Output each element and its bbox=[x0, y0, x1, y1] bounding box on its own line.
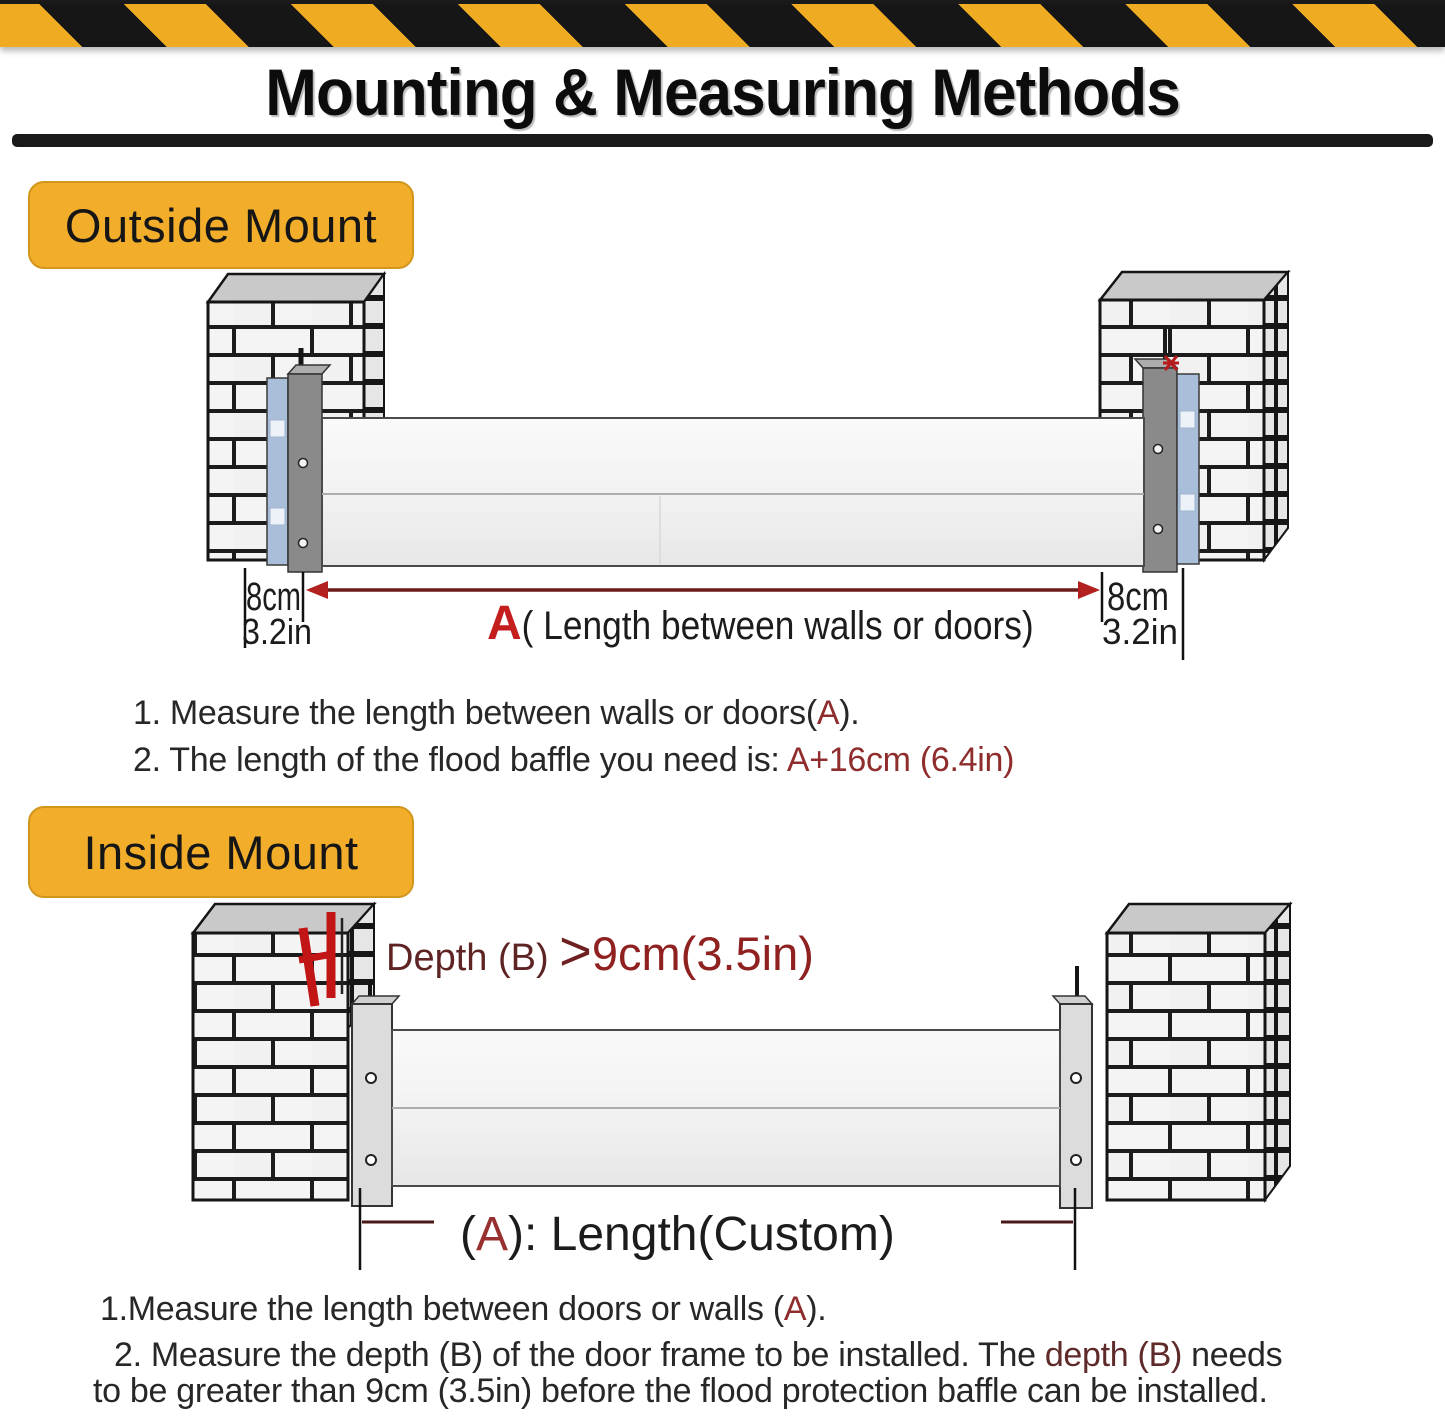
mounting-tab bbox=[1180, 494, 1195, 511]
inside-step-2-continued bbox=[93, 1372, 1268, 1411]
inside-step-2-text: 2. Measure the depth (B) of the door frame to be installed. The bbox=[114, 1336, 1045, 1374]
inside-step-2-line2: to be greater than 9cm (3.5in) before the flood protection baffle can be installed. bbox=[93, 1372, 1268, 1410]
panel-body bbox=[322, 418, 1144, 566]
bracket-channel bbox=[1143, 368, 1177, 572]
screw-hole bbox=[1071, 1073, 1081, 1083]
hazard-stripes bbox=[0, 4, 1445, 47]
inside-step-2-accent: depth (B) bbox=[1044, 1336, 1182, 1374]
outside-step-2-text: 2. The length of the flood baffle you need is: bbox=[133, 741, 787, 779]
inside-dimensions bbox=[360, 1188, 1075, 1270]
span-length-label bbox=[487, 597, 1034, 650]
outside-mount-diagram bbox=[0, 270, 1445, 690]
screw-hole bbox=[366, 1073, 376, 1083]
arrowhead-left bbox=[306, 581, 328, 599]
outside-step-1-end: ). bbox=[839, 694, 860, 732]
mounting-tab bbox=[270, 508, 285, 525]
outside-mount-badge bbox=[28, 181, 414, 269]
inside-step-1-text: 1.Measure the length between doors or walls ( bbox=[100, 1290, 784, 1328]
pillar-top-face bbox=[1100, 272, 1288, 300]
header-underline-bar bbox=[12, 134, 1433, 147]
screw-hole bbox=[1154, 445, 1163, 454]
outside-mount-badge-label: Outside Mount bbox=[64, 198, 378, 252]
outside-step-2-accent: A+16cm (6.4in) bbox=[786, 741, 1015, 779]
depth-label-value: 9cm(3.5in) bbox=[591, 927, 814, 980]
pillar-top-face bbox=[193, 904, 374, 933]
channel-top-bevel bbox=[1053, 996, 1092, 1004]
pillar-front-face bbox=[1107, 933, 1265, 1200]
inside-step-2 bbox=[114, 1336, 1282, 1375]
pillar-front-face bbox=[193, 933, 348, 1200]
brick-pillar-right bbox=[1107, 904, 1290, 1200]
channel-body bbox=[1060, 1004, 1092, 1208]
mounting-tab bbox=[1180, 411, 1195, 428]
outside-step-1-accent: A bbox=[816, 694, 840, 732]
seal-strip bbox=[267, 378, 288, 565]
inside-step-1-end: ). bbox=[806, 1290, 827, 1328]
span-length-text: ( Length between walls or doors) bbox=[521, 604, 1034, 648]
length-label-accent: A bbox=[475, 1208, 508, 1261]
inside-mount-badge bbox=[28, 806, 414, 898]
depth-label-text: Depth (B) bbox=[386, 937, 560, 979]
brick-pillar-left bbox=[193, 904, 374, 1200]
flood-barrier-panel bbox=[392, 1030, 1060, 1186]
screw-hole bbox=[1154, 525, 1163, 534]
pillar-top-face bbox=[1107, 904, 1290, 933]
depth-label bbox=[386, 919, 814, 982]
dim-left-cm: 8cm bbox=[246, 575, 301, 619]
dim-right-in: 3.2in bbox=[1102, 611, 1178, 652]
outside-step-1-text: 1. Measure the length between walls or doors( bbox=[133, 694, 817, 732]
length-label-open: ( bbox=[460, 1208, 476, 1261]
screw-hole bbox=[299, 539, 308, 548]
channel-top-bevel bbox=[352, 996, 399, 1004]
outside-step-1 bbox=[133, 694, 859, 733]
flood-barrier-panel bbox=[322, 418, 1144, 566]
outside-step-2 bbox=[133, 741, 1014, 780]
screw-hole bbox=[366, 1155, 376, 1165]
inside-step-2-end: needs bbox=[1181, 1336, 1283, 1374]
inside-mount-diagram bbox=[0, 898, 1445, 1278]
outside-dimensions bbox=[242, 568, 1183, 660]
dim-right-cm: 8cm bbox=[1107, 575, 1169, 619]
dim-left-in: 3.2in bbox=[242, 611, 312, 652]
channel-body bbox=[352, 1004, 392, 1206]
arrowhead-right bbox=[1078, 581, 1100, 599]
mounting-tab bbox=[270, 420, 285, 437]
bracket-top-bevel bbox=[288, 365, 330, 374]
page-title: Mounting & Measuring Methods bbox=[265, 55, 1180, 129]
inside-mount-badge-label: Inside Mount bbox=[83, 825, 359, 879]
pillar-side-face bbox=[1264, 272, 1288, 560]
length-label-rest: ): Length(Custom) bbox=[508, 1208, 895, 1261]
inside-step-1 bbox=[100, 1290, 826, 1329]
inside-step-1-accent: A bbox=[783, 1290, 807, 1328]
seal-strip bbox=[1177, 374, 1199, 564]
screw-hole bbox=[1071, 1155, 1081, 1165]
pillar-top-face bbox=[208, 274, 384, 302]
pillar-side-face bbox=[1265, 904, 1290, 1200]
mounting-bracket-left bbox=[267, 348, 330, 572]
length-custom-label bbox=[460, 1208, 895, 1261]
screw-hole bbox=[299, 459, 308, 468]
greater-than-sign: > bbox=[559, 919, 592, 982]
span-length-accent: A bbox=[487, 597, 522, 650]
